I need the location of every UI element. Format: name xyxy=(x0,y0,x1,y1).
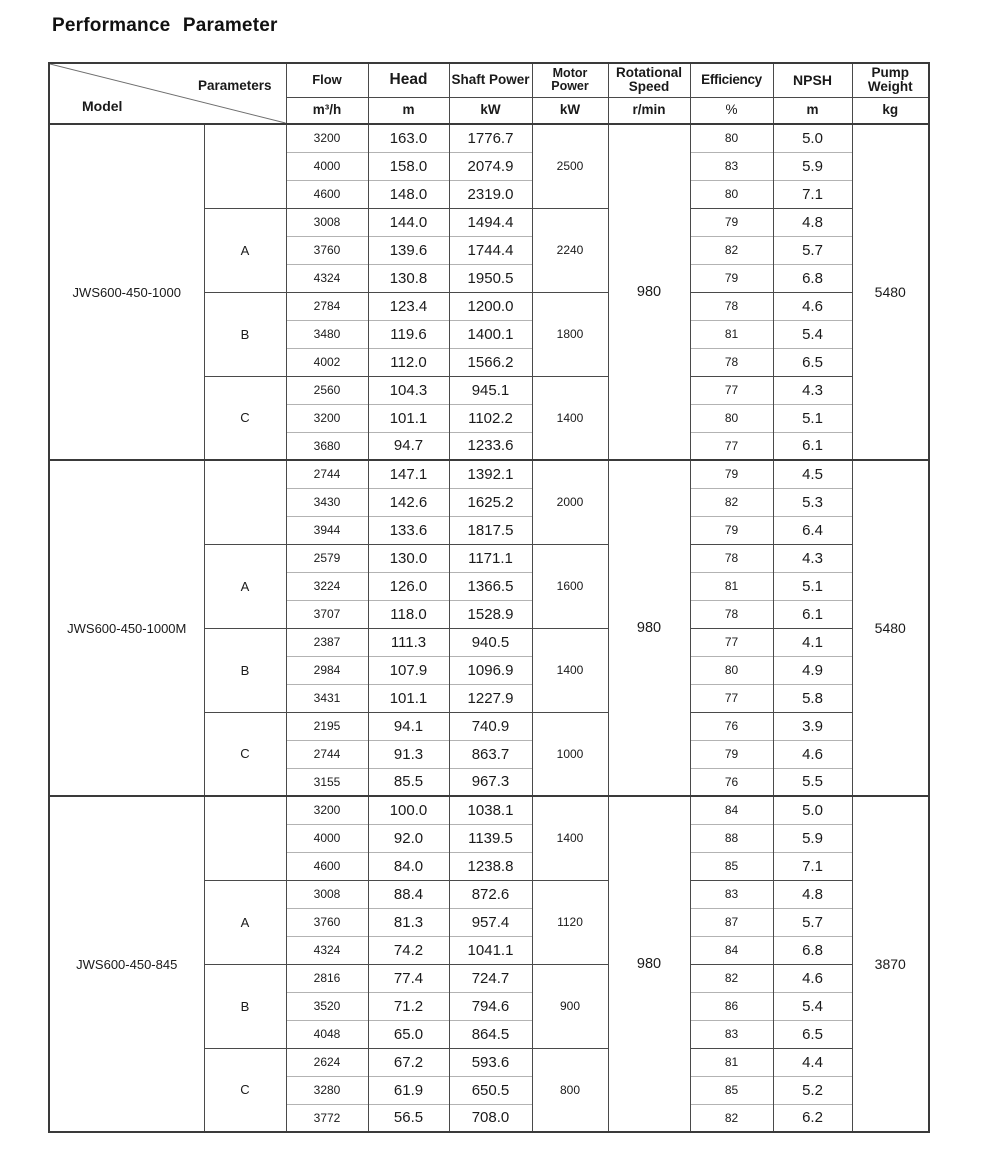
model-name-cell: JWS600-450-1000M xyxy=(49,460,204,796)
efficiency-cell: 80 xyxy=(690,656,773,684)
performance-parameter-table xyxy=(48,62,930,1133)
shaft-power-cell: 724.7 xyxy=(449,964,532,992)
npsh-cell: 6.2 xyxy=(773,1104,852,1132)
efficiency-cell: 78 xyxy=(690,544,773,572)
efficiency-cell: 83 xyxy=(690,1020,773,1048)
efficiency-cell: 79 xyxy=(690,460,773,488)
flow-cell: 3707 xyxy=(286,600,368,628)
head-cell: 101.1 xyxy=(368,684,449,712)
npsh-cell: 4.3 xyxy=(773,376,852,404)
flow-cell: 3431 xyxy=(286,684,368,712)
col-unit-npsh: m xyxy=(773,97,852,124)
head-cell: 107.9 xyxy=(368,656,449,684)
head-cell: 81.3 xyxy=(368,908,449,936)
shaft-power-cell: 940.5 xyxy=(449,628,532,656)
head-cell: 158.0 xyxy=(368,152,449,180)
efficiency-cell: 76 xyxy=(690,768,773,796)
table-header xyxy=(49,63,929,124)
npsh-cell: 4.8 xyxy=(773,208,852,236)
shaft-power-cell: 1528.9 xyxy=(449,600,532,628)
npsh-cell: 5.0 xyxy=(773,124,852,152)
shaft-power-cell: 1238.8 xyxy=(449,852,532,880)
head-cell: 119.6 xyxy=(368,320,449,348)
variant-cell: B xyxy=(204,292,286,376)
col-header-weight: Pump Weight xyxy=(852,63,929,97)
head-cell: 88.4 xyxy=(368,880,449,908)
head-cell: 84.0 xyxy=(368,852,449,880)
shaft-power-cell: 2319.0 xyxy=(449,180,532,208)
shaft-power-cell: 863.7 xyxy=(449,740,532,768)
npsh-cell: 6.5 xyxy=(773,348,852,376)
efficiency-cell: 82 xyxy=(690,1104,773,1132)
flow-cell: 3200 xyxy=(286,796,368,824)
weight-cell: 5480 xyxy=(852,460,929,796)
npsh-cell: 4.9 xyxy=(773,656,852,684)
variant-cell: C xyxy=(204,712,286,796)
efficiency-cell: 78 xyxy=(690,292,773,320)
motor-power-cell: 1120 xyxy=(532,880,608,964)
npsh-cell: 5.5 xyxy=(773,768,852,796)
head-cell: 91.3 xyxy=(368,740,449,768)
flow-cell: 2560 xyxy=(286,376,368,404)
npsh-cell: 4.6 xyxy=(773,740,852,768)
motor-power-cell: 1600 xyxy=(532,544,608,628)
npsh-cell: 5.9 xyxy=(773,152,852,180)
head-cell: 94.7 xyxy=(368,432,449,460)
npsh-cell: 6.8 xyxy=(773,264,852,292)
efficiency-cell: 80 xyxy=(690,124,773,152)
shaft-power-cell: 967.3 xyxy=(449,768,532,796)
shaft-power-cell: 1227.9 xyxy=(449,684,532,712)
motor-power-cell: 1800 xyxy=(532,292,608,376)
shaft-power-cell: 1233.6 xyxy=(449,432,532,460)
npsh-cell: 4.4 xyxy=(773,1048,852,1076)
shaft-power-cell: 1171.1 xyxy=(449,544,532,572)
flow-cell: 2579 xyxy=(286,544,368,572)
efficiency-cell: 77 xyxy=(690,684,773,712)
npsh-cell: 5.9 xyxy=(773,824,852,852)
model-name-cell: JWS600-450-1000 xyxy=(49,124,204,460)
efficiency-cell: 85 xyxy=(690,1076,773,1104)
efficiency-cell: 83 xyxy=(690,152,773,180)
shaft-power-cell: 1494.4 xyxy=(449,208,532,236)
efficiency-cell: 77 xyxy=(690,376,773,404)
flow-cell: 3430 xyxy=(286,488,368,516)
head-cell: 148.0 xyxy=(368,180,449,208)
flow-cell: 3760 xyxy=(286,236,368,264)
head-cell: 67.2 xyxy=(368,1048,449,1076)
flow-cell: 4002 xyxy=(286,348,368,376)
efficiency-cell: 79 xyxy=(690,264,773,292)
motor-power-cell: 1000 xyxy=(532,712,608,796)
col-unit-speed: r/min xyxy=(608,97,690,124)
flow-cell: 3008 xyxy=(286,880,368,908)
shaft-power-cell: 1366.5 xyxy=(449,572,532,600)
weight-cell: 3870 xyxy=(852,796,929,1132)
flow-cell: 3680 xyxy=(286,432,368,460)
weight-cell: 5480 xyxy=(852,124,929,460)
efficiency-cell: 84 xyxy=(690,936,773,964)
head-cell: 112.0 xyxy=(368,348,449,376)
efficiency-cell: 83 xyxy=(690,880,773,908)
shaft-power-cell: 1566.2 xyxy=(449,348,532,376)
col-header-head: Head xyxy=(368,63,449,97)
motor-power-cell: 2240 xyxy=(532,208,608,292)
motor-power-cell: 800 xyxy=(532,1048,608,1132)
flow-cell: 4048 xyxy=(286,1020,368,1048)
flow-cell: 2784 xyxy=(286,292,368,320)
head-cell: 118.0 xyxy=(368,600,449,628)
npsh-cell: 3.9 xyxy=(773,712,852,740)
shaft-power-cell: 1950.5 xyxy=(449,264,532,292)
shaft-power-cell: 1200.0 xyxy=(449,292,532,320)
head-cell: 65.0 xyxy=(368,1020,449,1048)
npsh-cell: 4.3 xyxy=(773,544,852,572)
npsh-cell: 5.2 xyxy=(773,1076,852,1104)
col-header-flow: Flow xyxy=(286,63,368,97)
speed-cell: 980 xyxy=(608,460,690,796)
flow-cell: 4324 xyxy=(286,264,368,292)
col-unit-shaft: kW xyxy=(449,97,532,124)
flow-cell: 3224 xyxy=(286,572,368,600)
speed-cell: 980 xyxy=(608,124,690,460)
table-row xyxy=(49,796,929,824)
efficiency-cell: 77 xyxy=(690,432,773,460)
col-unit-head: m xyxy=(368,97,449,124)
motor-power-cell: 1400 xyxy=(532,376,608,460)
head-cell: 104.3 xyxy=(368,376,449,404)
shaft-power-cell: 945.1 xyxy=(449,376,532,404)
col-header-speed: Rotational Speed xyxy=(608,63,690,97)
head-cell: 92.0 xyxy=(368,824,449,852)
shaft-power-cell: 1038.1 xyxy=(449,796,532,824)
header-names-row xyxy=(49,63,929,97)
shaft-power-cell: 1776.7 xyxy=(449,124,532,152)
flow-cell: 2744 xyxy=(286,460,368,488)
npsh-cell: 5.0 xyxy=(773,796,852,824)
efficiency-cell: 81 xyxy=(690,1048,773,1076)
npsh-cell: 5.1 xyxy=(773,572,852,600)
efficiency-cell: 78 xyxy=(690,600,773,628)
table-row xyxy=(49,124,929,152)
flow-cell: 2984 xyxy=(286,656,368,684)
efficiency-cell: 81 xyxy=(690,572,773,600)
npsh-cell: 5.3 xyxy=(773,488,852,516)
npsh-cell: 4.1 xyxy=(773,628,852,656)
efficiency-cell: 80 xyxy=(690,404,773,432)
efficiency-cell: 79 xyxy=(690,740,773,768)
flow-cell: 3008 xyxy=(286,208,368,236)
npsh-cell: 4.6 xyxy=(773,964,852,992)
variant-cell: C xyxy=(204,1048,286,1132)
col-header-shaft: Shaft Power xyxy=(449,63,532,97)
shaft-power-cell: 864.5 xyxy=(449,1020,532,1048)
shaft-power-cell: 1400.1 xyxy=(449,320,532,348)
corner-model-label: Model xyxy=(82,97,123,114)
flow-cell: 2195 xyxy=(286,712,368,740)
flow-cell: 2816 xyxy=(286,964,368,992)
speed-cell: 980 xyxy=(608,796,690,1132)
page-title: Performance Parameter xyxy=(52,15,278,36)
motor-power-cell: 900 xyxy=(532,964,608,1048)
table-row xyxy=(49,460,929,488)
motor-power-cell: 2000 xyxy=(532,460,608,544)
head-cell: 74.2 xyxy=(368,936,449,964)
flow-cell: 4600 xyxy=(286,852,368,880)
col-unit-eff: % xyxy=(690,97,773,124)
table-body xyxy=(49,124,929,1132)
col-unit-flow: m³/h xyxy=(286,97,368,124)
npsh-cell: 6.5 xyxy=(773,1020,852,1048)
head-cell: 77.4 xyxy=(368,964,449,992)
flow-cell: 3155 xyxy=(286,768,368,796)
flow-cell: 3480 xyxy=(286,320,368,348)
flow-cell: 4600 xyxy=(286,180,368,208)
shaft-power-cell: 1817.5 xyxy=(449,516,532,544)
flow-cell: 3772 xyxy=(286,1104,368,1132)
npsh-cell: 6.1 xyxy=(773,600,852,628)
head-cell: 61.9 xyxy=(368,1076,449,1104)
flow-cell: 2624 xyxy=(286,1048,368,1076)
flow-cell: 3280 xyxy=(286,1076,368,1104)
npsh-cell: 5.4 xyxy=(773,320,852,348)
npsh-cell: 6.1 xyxy=(773,432,852,460)
head-cell: 147.1 xyxy=(368,460,449,488)
efficiency-cell: 79 xyxy=(690,516,773,544)
efficiency-cell: 88 xyxy=(690,824,773,852)
npsh-cell: 7.1 xyxy=(773,180,852,208)
shaft-power-cell: 1041.1 xyxy=(449,936,532,964)
head-cell: 130.0 xyxy=(368,544,449,572)
variant-cell xyxy=(204,124,286,208)
head-cell: 100.0 xyxy=(368,796,449,824)
efficiency-cell: 80 xyxy=(690,180,773,208)
npsh-cell: 5.4 xyxy=(773,992,852,1020)
variant-cell: B xyxy=(204,628,286,712)
shaft-power-cell: 593.6 xyxy=(449,1048,532,1076)
npsh-cell: 5.7 xyxy=(773,908,852,936)
shaft-power-cell: 1139.5 xyxy=(449,824,532,852)
shaft-power-cell: 708.0 xyxy=(449,1104,532,1132)
head-cell: 123.4 xyxy=(368,292,449,320)
efficiency-cell: 82 xyxy=(690,964,773,992)
col-unit-motor: kW xyxy=(532,97,608,124)
efficiency-cell: 87 xyxy=(690,908,773,936)
head-cell: 101.1 xyxy=(368,404,449,432)
flow-cell: 4000 xyxy=(286,824,368,852)
variant-cell: B xyxy=(204,964,286,1048)
npsh-cell: 5.7 xyxy=(773,236,852,264)
flow-cell: 3200 xyxy=(286,404,368,432)
flow-cell: 4000 xyxy=(286,152,368,180)
npsh-cell: 5.8 xyxy=(773,684,852,712)
flow-cell: 4324 xyxy=(286,936,368,964)
efficiency-cell: 85 xyxy=(690,852,773,880)
efficiency-cell: 82 xyxy=(690,236,773,264)
shaft-power-cell: 740.9 xyxy=(449,712,532,740)
shaft-power-cell: 1625.2 xyxy=(449,488,532,516)
shaft-power-cell: 957.4 xyxy=(449,908,532,936)
head-cell: 133.6 xyxy=(368,516,449,544)
shaft-power-cell: 1096.9 xyxy=(449,656,532,684)
motor-power-cell: 2500 xyxy=(532,124,608,208)
efficiency-cell: 82 xyxy=(690,488,773,516)
motor-power-cell: 1400 xyxy=(532,628,608,712)
shaft-power-cell: 1392.1 xyxy=(449,460,532,488)
col-header-npsh: NPSH xyxy=(773,63,852,97)
head-cell: 144.0 xyxy=(368,208,449,236)
efficiency-cell: 78 xyxy=(690,348,773,376)
shaft-power-cell: 794.6 xyxy=(449,992,532,1020)
variant-cell: A xyxy=(204,880,286,964)
efficiency-cell: 86 xyxy=(690,992,773,1020)
head-cell: 71.2 xyxy=(368,992,449,1020)
efficiency-cell: 76 xyxy=(690,712,773,740)
flow-cell: 3200 xyxy=(286,124,368,152)
shaft-power-cell: 872.6 xyxy=(449,880,532,908)
variant-cell xyxy=(204,460,286,544)
efficiency-cell: 84 xyxy=(690,796,773,824)
variant-cell: A xyxy=(204,208,286,292)
npsh-cell: 4.8 xyxy=(773,880,852,908)
shaft-power-cell: 2074.9 xyxy=(449,152,532,180)
head-cell: 56.5 xyxy=(368,1104,449,1132)
flow-cell: 3520 xyxy=(286,992,368,1020)
variant-cell: C xyxy=(204,376,286,460)
flow-cell: 2744 xyxy=(286,740,368,768)
npsh-cell: 5.1 xyxy=(773,404,852,432)
head-cell: 163.0 xyxy=(368,124,449,152)
head-cell: 130.8 xyxy=(368,264,449,292)
col-header-motor: Motor Power xyxy=(532,63,608,97)
head-cell: 126.0 xyxy=(368,572,449,600)
shaft-power-cell: 650.5 xyxy=(449,1076,532,1104)
efficiency-cell: 81 xyxy=(690,320,773,348)
npsh-cell: 7.1 xyxy=(773,852,852,880)
npsh-cell: 4.6 xyxy=(773,292,852,320)
motor-power-cell: 1400 xyxy=(532,796,608,880)
flow-cell: 2387 xyxy=(286,628,368,656)
npsh-cell: 4.5 xyxy=(773,460,852,488)
corner-parameters-label: Parameters xyxy=(197,78,272,93)
head-cell: 85.5 xyxy=(368,768,449,796)
efficiency-cell: 77 xyxy=(690,628,773,656)
npsh-cell: 6.4 xyxy=(773,516,852,544)
model-name-cell: JWS600-450-845 xyxy=(49,796,204,1132)
corner-header-cell xyxy=(49,63,286,124)
npsh-cell: 6.8 xyxy=(773,936,852,964)
col-header-eff: Efficiency xyxy=(690,63,773,97)
shaft-power-cell: 1102.2 xyxy=(449,404,532,432)
col-unit-weight: kg xyxy=(852,97,929,124)
head-cell: 139.6 xyxy=(368,236,449,264)
head-cell: 111.3 xyxy=(368,628,449,656)
flow-cell: 3944 xyxy=(286,516,368,544)
variant-cell xyxy=(204,796,286,880)
shaft-power-cell: 1744.4 xyxy=(449,236,532,264)
variant-cell: A xyxy=(204,544,286,628)
head-cell: 142.6 xyxy=(368,488,449,516)
flow-cell: 3760 xyxy=(286,908,368,936)
efficiency-cell: 79 xyxy=(690,208,773,236)
head-cell: 94.1 xyxy=(368,712,449,740)
